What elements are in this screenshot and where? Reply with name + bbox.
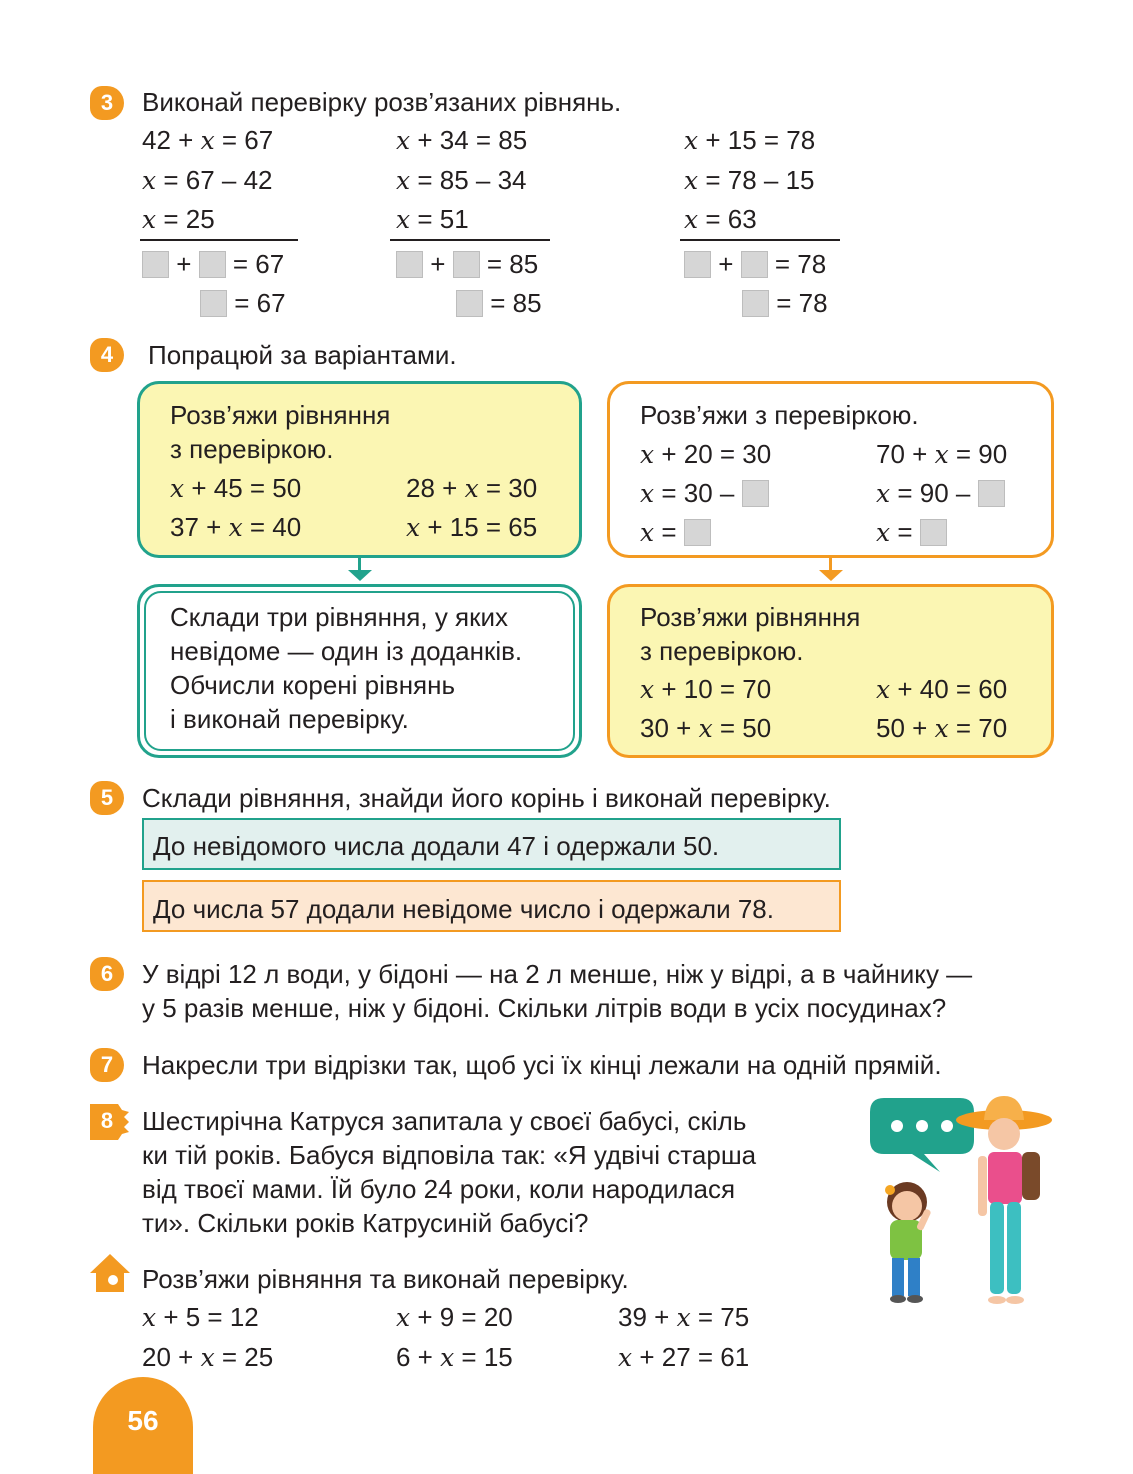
- task-6-line: У відрі 12 л води, у бідоні — на 2 л менше, ніж у відрі, а в чайнику —: [142, 959, 973, 989]
- answer-box[interactable]: [453, 251, 480, 278]
- divider-line: [140, 239, 298, 241]
- answer-box[interactable]: [396, 251, 423, 278]
- card-text: Розв’яжи з перевіркою.: [640, 400, 919, 430]
- task-number-badge: 3: [90, 86, 124, 120]
- equation-step: x = 85 – 34: [396, 165, 527, 195]
- card-text: Розв’яжи рівняння: [170, 400, 391, 430]
- homework-title: Розв’яжи рівняння та виконай перевірку.: [142, 1264, 629, 1294]
- equation: 70 + x = 90: [876, 439, 1008, 469]
- equation-result: x = 25: [142, 204, 215, 234]
- variable-x: x: [142, 205, 157, 234]
- variable-x: x: [876, 518, 891, 547]
- variable-x: x: [640, 518, 655, 547]
- answer-box[interactable]: [199, 251, 226, 278]
- home-icon: [89, 1252, 131, 1294]
- card-text: з перевіркою.: [170, 434, 334, 464]
- girl-and-grandmother-illustration: [852, 1090, 1062, 1315]
- answer-box[interactable]: [456, 290, 483, 317]
- variable-x: x: [934, 440, 949, 469]
- variable-x: x: [200, 126, 215, 155]
- task-6-line: у 5 разів менше, ніж у бідоні. Скільки літрів води в усіх посудинах?: [142, 993, 947, 1023]
- variable-x: x: [640, 675, 655, 704]
- task-7-text: Накресли три відрізки так, щоб усі їх кінці лежали на одній прямій.: [142, 1050, 942, 1080]
- variable-x: x: [640, 440, 655, 469]
- arrow-head-icon: [819, 570, 843, 581]
- condition-text: До числа 57 додали невідоме число і одержали 78.: [153, 894, 774, 924]
- variable-x: x: [142, 166, 157, 195]
- equation-result: x =: [876, 517, 947, 548]
- card-text: Склади три рівняння, у яких: [170, 602, 509, 632]
- task-8-line: від твоєї мами. Їй було 24 роки, коли народилася: [142, 1174, 736, 1204]
- answer-box[interactable]: [742, 290, 769, 317]
- equation: 30 + x = 50: [640, 713, 772, 743]
- equation: x + 15 = 65: [406, 512, 538, 542]
- answer-box[interactable]: [741, 251, 768, 278]
- equation: 6 + x = 15: [396, 1342, 513, 1372]
- task-number-badge: 6: [90, 957, 124, 991]
- divider-line: [680, 239, 840, 241]
- equation: 50 + x = 70: [876, 713, 1008, 743]
- card-text: і виконай перевірку.: [170, 704, 409, 734]
- card-text: Розв’яжи рівняння: [640, 602, 861, 632]
- variable-x: x: [396, 1303, 411, 1332]
- equation: x + 34 = 85: [396, 125, 528, 155]
- equation: 20 + x = 25: [142, 1342, 274, 1372]
- variable-x: x: [142, 1303, 157, 1332]
- check-line-1: + = 85: [396, 249, 538, 279]
- condition-text: До невідомого числа додали 47 і одержали 50.: [153, 831, 720, 861]
- equation: x + 20 = 30: [640, 439, 772, 469]
- equation: 39 + x = 75: [618, 1302, 750, 1332]
- answer-box[interactable]: [978, 480, 1005, 507]
- task-8-line: Шестирічна Катруся запитала у своєї бабусі, скіль: [142, 1106, 747, 1136]
- answer-box[interactable]: [684, 519, 711, 546]
- task-5-title: Склади рівняння, знайди його корінь і виконай перевірку.: [142, 783, 831, 813]
- answer-box[interactable]: [142, 251, 169, 278]
- variable-x: x: [934, 714, 949, 743]
- equation-step: x = 67 – 42: [142, 165, 273, 195]
- equation-step: x = 78 – 15: [684, 165, 815, 195]
- variable-x: x: [640, 479, 655, 508]
- task-number-badge-star: 8: [90, 1104, 124, 1138]
- equation-result: x = 51: [396, 204, 469, 234]
- equation-step: x = 90 –: [876, 478, 1005, 509]
- variable-x: x: [876, 675, 891, 704]
- task-8-line: ки тій років. Бабуся відповіла так: «Я удвічі старша: [142, 1140, 757, 1170]
- equation: x + 27 = 61: [618, 1342, 750, 1372]
- page-number: 56: [93, 1377, 193, 1474]
- equation: x + 5 = 12: [142, 1302, 259, 1332]
- variable-x: x: [684, 205, 699, 234]
- variable-x: x: [396, 126, 411, 155]
- variable-x: x: [618, 1343, 633, 1372]
- variable-x: x: [684, 166, 699, 195]
- variable-x: x: [170, 474, 185, 503]
- equation: 42 + x = 67: [142, 125, 274, 155]
- variable-x: x: [406, 513, 421, 542]
- variable-x: x: [876, 479, 891, 508]
- check-line-2: = 78: [742, 288, 828, 318]
- card-text: Обчисли корені рівнянь: [170, 670, 456, 700]
- equation: x + 9 = 20: [396, 1302, 513, 1332]
- task-number-badge: 5: [90, 781, 124, 815]
- task-number-badge: 7: [90, 1048, 124, 1082]
- check-line-1: + = 78: [684, 249, 826, 279]
- answer-box[interactable]: [200, 290, 227, 317]
- equation-result: x = 63: [684, 204, 757, 234]
- equation: 28 + x = 30: [406, 473, 538, 503]
- equation-result: x =: [640, 517, 711, 548]
- equation: 37 + x = 40: [170, 512, 302, 542]
- variable-x: x: [396, 166, 411, 195]
- equation-step: x = 30 –: [640, 478, 769, 509]
- variable-x: x: [396, 205, 411, 234]
- answer-box[interactable]: [742, 480, 769, 507]
- task-3-title: Виконай перевірку розв’язаних рівнянь.: [142, 87, 622, 117]
- variable-x: x: [464, 474, 479, 503]
- variable-x: x: [676, 1303, 691, 1332]
- answer-box[interactable]: [920, 519, 947, 546]
- equation: x + 45 = 50: [170, 473, 302, 503]
- equation: x + 40 = 60: [876, 674, 1008, 704]
- divider-line: [390, 239, 550, 241]
- task-8-line: ти». Скільки років Катрусиній бабусі?: [142, 1208, 589, 1238]
- variable-x: x: [200, 1343, 215, 1372]
- answer-box[interactable]: [684, 251, 711, 278]
- card-text: невідоме — один із доданків.: [170, 636, 523, 666]
- variable-x: x: [684, 126, 699, 155]
- check-line-2: = 67: [200, 288, 286, 318]
- check-line-2: = 85: [456, 288, 542, 318]
- equation: x + 10 = 70: [640, 674, 772, 704]
- variable-x: x: [698, 714, 713, 743]
- equation: x + 15 = 78: [684, 125, 816, 155]
- variable-x: x: [440, 1343, 455, 1372]
- variable-x: x: [228, 513, 243, 542]
- task-number-badge: 4: [90, 338, 124, 372]
- task-4-title: Попрацюй за варіантами.: [148, 340, 457, 370]
- arrow-head-icon: [348, 570, 372, 581]
- check-line-1: + = 67: [142, 249, 284, 279]
- card-text: з перевіркою.: [640, 636, 804, 666]
